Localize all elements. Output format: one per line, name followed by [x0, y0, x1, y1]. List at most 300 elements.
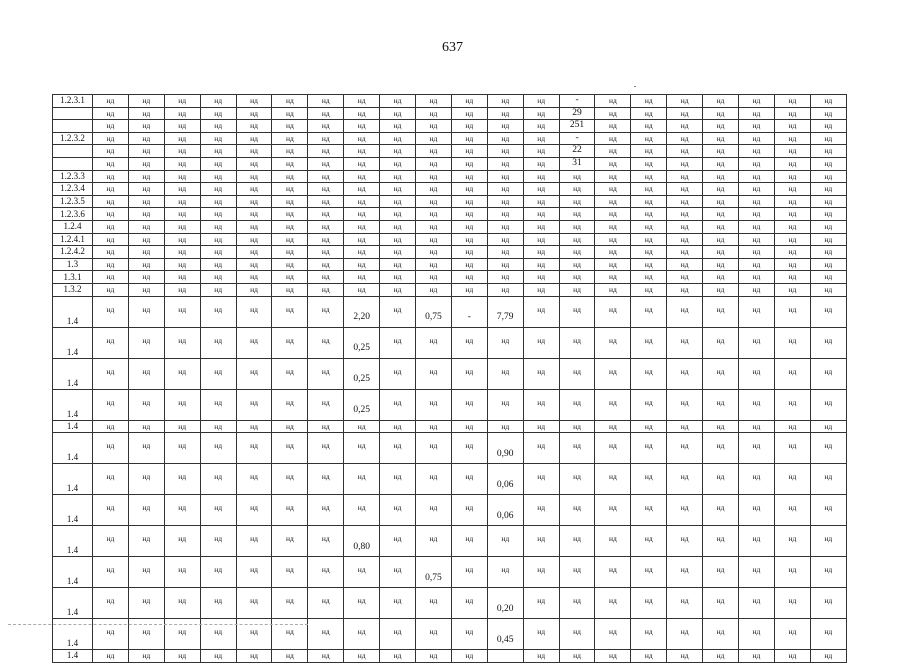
table-cell: нд: [703, 95, 739, 108]
table-cell: нд: [236, 283, 272, 296]
table-cell: нд: [523, 95, 559, 108]
table-cell: нд: [703, 220, 739, 233]
table-cell: нд: [128, 132, 164, 145]
table-cell: нд: [93, 157, 129, 170]
table-cell: нд: [739, 258, 775, 271]
table-row: [53, 107, 847, 120]
table-cell: нд: [380, 283, 416, 296]
table-cell: нд: [559, 258, 595, 271]
page-number: 637: [442, 40, 463, 55]
table-cell: нд: [810, 220, 846, 233]
table-cell: нд: [344, 258, 380, 271]
table-cell: нд: [236, 495, 272, 526]
table-cell: нд: [523, 283, 559, 296]
table-cell: нд: [703, 208, 739, 221]
table-row: [53, 183, 847, 196]
table-cell: нд: [559, 183, 595, 196]
table-cell: нд: [164, 120, 200, 133]
table-cell: нд: [451, 526, 487, 557]
table-row: [53, 246, 847, 259]
table-cell: нд: [164, 464, 200, 495]
table-cell: нд: [416, 183, 452, 196]
table-cell: нд: [451, 358, 487, 389]
table-cell: нд: [810, 283, 846, 296]
table-cell: нд: [164, 495, 200, 526]
table-cell: нд: [272, 358, 308, 389]
table-cell: нд: [703, 157, 739, 170]
table-cell: нд: [344, 433, 380, 464]
table-cell: нд: [164, 420, 200, 433]
table-cell: нд: [631, 420, 667, 433]
table-cell: нд: [308, 208, 344, 221]
table-cell: нд: [272, 220, 308, 233]
table-cell: нд: [308, 271, 344, 284]
table-cell: нд: [774, 183, 810, 196]
table-row: [53, 283, 847, 296]
row-label: 1.4: [53, 650, 93, 663]
row-label: 1.4: [53, 588, 93, 619]
table-cell: нд: [308, 120, 344, 133]
table-cell: нд: [739, 95, 775, 108]
table-cell: нд: [308, 588, 344, 619]
table-cell: -: [451, 296, 487, 327]
table-cell: нд: [236, 358, 272, 389]
table-cell: нд: [810, 495, 846, 526]
table-cell: нд: [164, 95, 200, 108]
table-cell: нд: [667, 389, 703, 420]
table-cell: нд: [128, 246, 164, 259]
table-cell: нд: [344, 195, 380, 208]
table-cell: нд: [416, 220, 452, 233]
table-cell: нд: [308, 258, 344, 271]
table-cell: нд: [774, 650, 810, 663]
table-cell: нд: [128, 358, 164, 389]
table-cell: нд: [523, 420, 559, 433]
table-row: [53, 358, 847, 389]
table-cell: нд: [667, 358, 703, 389]
table-cell: нд: [236, 296, 272, 327]
table-cell: нд: [200, 220, 236, 233]
table-cell: нд: [164, 183, 200, 196]
table-cell: нд: [308, 420, 344, 433]
table-cell: нд: [631, 107, 667, 120]
table-cell: нд: [739, 120, 775, 133]
table-cell: нд: [487, 246, 523, 259]
table-cell: нд: [164, 650, 200, 663]
table-cell: нд: [380, 120, 416, 133]
table-cell: нд: [236, 588, 272, 619]
table-cell: нд: [631, 358, 667, 389]
table-cell: нд: [631, 557, 667, 588]
table-cell: нд: [128, 183, 164, 196]
table-cell: нд: [487, 233, 523, 246]
table-cell: нд: [774, 233, 810, 246]
table-cell: нд: [631, 208, 667, 221]
table-cell: нд: [810, 327, 846, 358]
table-cell: нд: [93, 233, 129, 246]
table-cell: нд: [308, 619, 344, 650]
table-cell: нд: [703, 420, 739, 433]
table-cell: нд: [93, 258, 129, 271]
table-cell: нд: [416, 650, 452, 663]
table-cell: нд: [739, 557, 775, 588]
table-cell: нд: [523, 619, 559, 650]
table-cell: 7,79: [487, 296, 523, 327]
table-cell: нд: [200, 557, 236, 588]
table-cell: нд: [810, 420, 846, 433]
table-cell: нд: [703, 271, 739, 284]
table-cell: нд: [631, 389, 667, 420]
table-cell: нд: [344, 271, 380, 284]
table-cell: нд: [128, 107, 164, 120]
table-cell: нд: [380, 246, 416, 259]
table-cell: нд: [774, 358, 810, 389]
table-cell: нд: [93, 95, 129, 108]
table-cell: нд: [487, 95, 523, 108]
footer-rule: [8, 624, 308, 626]
table-cell: нд: [703, 327, 739, 358]
table-cell: нд: [272, 95, 308, 108]
table-cell: нд: [416, 120, 452, 133]
table-cell: нд: [559, 588, 595, 619]
table-cell: нд: [416, 145, 452, 158]
table-cell: нд: [523, 157, 559, 170]
table-cell: нд: [487, 107, 523, 120]
table-cell: нд: [559, 433, 595, 464]
table-cell: нд: [667, 283, 703, 296]
table-cell: нд: [200, 145, 236, 158]
table-cell: нд: [272, 157, 308, 170]
table-cell: нд: [416, 420, 452, 433]
table-cell: нд: [308, 296, 344, 327]
table-cell: нд: [200, 358, 236, 389]
table-cell: нд: [344, 283, 380, 296]
table-cell: нд: [164, 208, 200, 221]
table-cell: нд: [595, 557, 631, 588]
table-cell: нд: [344, 619, 380, 650]
table-cell: нд: [810, 464, 846, 495]
table-cell: нд: [416, 132, 452, 145]
table-cell: нд: [236, 220, 272, 233]
table-row: [53, 557, 847, 588]
table-cell: нд: [344, 183, 380, 196]
table-cell: нд: [200, 195, 236, 208]
table-cell: нд: [739, 650, 775, 663]
table-cell: нд: [703, 619, 739, 650]
table-cell: нд: [559, 557, 595, 588]
table-cell: нд: [344, 420, 380, 433]
table-cell: нд: [380, 296, 416, 327]
table-cell: нд: [774, 132, 810, 145]
table-cell: нд: [810, 208, 846, 221]
table-cell: нд: [631, 220, 667, 233]
table-cell: нд: [810, 107, 846, 120]
table-cell: нд: [595, 120, 631, 133]
row-label: [53, 120, 93, 133]
table-cell: нд: [272, 195, 308, 208]
table-cell: нд: [416, 246, 452, 259]
table-cell: нд: [128, 526, 164, 557]
table-cell: нд: [380, 208, 416, 221]
table-cell: нд: [128, 157, 164, 170]
table-cell: нд: [559, 619, 595, 650]
table-cell: нд: [272, 145, 308, 158]
table-cell: нд: [272, 120, 308, 133]
table-cell: нд: [595, 283, 631, 296]
table-cell: нд: [200, 495, 236, 526]
table-cell: нд: [595, 157, 631, 170]
table-cell: нд: [272, 557, 308, 588]
table-cell: нд: [559, 327, 595, 358]
table-cell: нд: [523, 107, 559, 120]
table-cell: нд: [200, 132, 236, 145]
table-cell: нд: [236, 107, 272, 120]
table-cell: нд: [595, 327, 631, 358]
table-row: [53, 258, 847, 271]
table-cell: нд: [164, 195, 200, 208]
table-cell: нд: [631, 157, 667, 170]
table-cell: нд: [810, 557, 846, 588]
table-row: [53, 233, 847, 246]
table-cell: нд: [559, 233, 595, 246]
table-cell: нд: [236, 120, 272, 133]
table-row: [53, 296, 847, 327]
table-cell: нд: [200, 420, 236, 433]
table-cell: нд: [128, 220, 164, 233]
table-cell: нд: [595, 358, 631, 389]
table-cell: нд: [416, 195, 452, 208]
table-cell: нд: [308, 145, 344, 158]
table-cell: нд: [380, 495, 416, 526]
table-cell: нд: [523, 358, 559, 389]
table-cell: нд: [774, 120, 810, 133]
table-cell: нд: [595, 145, 631, 158]
table-cell: нд: [128, 208, 164, 221]
table-cell: нд: [93, 389, 129, 420]
table-cell: нд: [667, 170, 703, 183]
table-cell: нд: [774, 619, 810, 650]
table-cell: нд: [523, 557, 559, 588]
table-cell: нд: [774, 246, 810, 259]
table-cell: нд: [236, 195, 272, 208]
table-cell: нд: [236, 389, 272, 420]
table-cell: нд: [344, 495, 380, 526]
table-cell: нд: [416, 233, 452, 246]
table-cell: нд: [416, 389, 452, 420]
row-label: 1.4: [53, 557, 93, 588]
table-cell: нд: [164, 526, 200, 557]
table-cell: нд: [739, 157, 775, 170]
table-cell: нд: [667, 619, 703, 650]
table-cell: нд: [559, 283, 595, 296]
table-cell: нд: [380, 389, 416, 420]
table-cell: нд: [272, 420, 308, 433]
table-cell: 22: [559, 145, 595, 158]
table-cell: нд: [164, 619, 200, 650]
table-cell: нд: [128, 296, 164, 327]
table-cell: нд: [200, 619, 236, 650]
table-cell: нд: [523, 495, 559, 526]
table-cell: нд: [810, 271, 846, 284]
table-cell: нд: [308, 183, 344, 196]
table-cell: нд: [595, 619, 631, 650]
table-cell: нд: [93, 433, 129, 464]
row-label: 1.2.4.2: [53, 246, 93, 259]
table-cell: 0,90: [487, 433, 523, 464]
row-label: 1.3.1: [53, 271, 93, 284]
table-cell: нд: [667, 327, 703, 358]
table-cell: нд: [774, 495, 810, 526]
row-label: 1.4: [53, 358, 93, 389]
table-cell: нд: [236, 327, 272, 358]
table-cell: нд: [164, 246, 200, 259]
table-cell: нд: [451, 283, 487, 296]
table-cell: нд: [128, 619, 164, 650]
table-cell: нд: [272, 389, 308, 420]
table-cell: нд: [128, 170, 164, 183]
table-cell: нд: [451, 233, 487, 246]
table-cell: нд: [595, 420, 631, 433]
table-cell: нд: [236, 132, 272, 145]
table-cell: нд: [272, 208, 308, 221]
table-cell: нд: [559, 464, 595, 495]
table-cell: нд: [344, 246, 380, 259]
table-cell: нд: [631, 95, 667, 108]
table-cell: нд: [380, 132, 416, 145]
table-cell: нд: [739, 495, 775, 526]
table-cell: нд: [739, 195, 775, 208]
table-cell: нд: [774, 208, 810, 221]
table-cell: 0,80: [344, 526, 380, 557]
table-cell: нд: [595, 389, 631, 420]
table-cell: нд: [703, 107, 739, 120]
table-cell: нд: [200, 327, 236, 358]
table-cell: нд: [344, 208, 380, 221]
table-cell: нд: [667, 495, 703, 526]
table-cell: нд: [487, 208, 523, 221]
table-cell: нд: [93, 619, 129, 650]
row-label: 1.2.3.3: [53, 170, 93, 183]
table-cell: нд: [667, 220, 703, 233]
table-cell: нд: [164, 557, 200, 588]
table-cell: нд: [93, 650, 129, 663]
table-cell: нд: [739, 233, 775, 246]
table-cell: нд: [559, 420, 595, 433]
row-label: 1.3: [53, 258, 93, 271]
table-row: [53, 588, 847, 619]
table-cell: нд: [380, 588, 416, 619]
table-cell: нд: [739, 283, 775, 296]
table-cell: нд: [272, 650, 308, 663]
table-cell: 0,45: [487, 619, 523, 650]
table-cell: нд: [739, 132, 775, 145]
table-cell: нд: [559, 220, 595, 233]
table-cell: нд: [703, 557, 739, 588]
table-cell: нд: [451, 650, 487, 663]
table-cell: нд: [739, 208, 775, 221]
table-cell: нд: [595, 107, 631, 120]
table-cell: нд: [523, 433, 559, 464]
table-cell: нд: [631, 588, 667, 619]
data-table: [52, 94, 847, 663]
table-cell: нд: [272, 132, 308, 145]
table-cell: нд: [164, 433, 200, 464]
table-cell: нд: [451, 145, 487, 158]
table-cell: нд: [487, 258, 523, 271]
table-cell: нд: [667, 157, 703, 170]
table-cell: -: [559, 132, 595, 145]
table-cell: нд: [774, 107, 810, 120]
table-cell: нд: [128, 650, 164, 663]
table-cell: нд: [810, 195, 846, 208]
table-cell: нд: [631, 271, 667, 284]
table-cell: нд: [416, 464, 452, 495]
table-cell: нд: [416, 526, 452, 557]
table-cell: нд: [559, 271, 595, 284]
table-cell: нд: [810, 246, 846, 259]
table-cell: нд: [272, 619, 308, 650]
table-cell: нд: [344, 220, 380, 233]
table-cell: нд: [810, 358, 846, 389]
table-cell: нд: [774, 420, 810, 433]
row-label: 1.2.3.2: [53, 132, 93, 145]
table-cell: нд: [236, 246, 272, 259]
table-cell: нд: [344, 233, 380, 246]
table-cell: нд: [451, 420, 487, 433]
table-cell: нд: [236, 619, 272, 650]
table-cell: нд: [523, 145, 559, 158]
table-cell: нд: [703, 195, 739, 208]
table-cell: нд: [667, 557, 703, 588]
table-cell: нд: [416, 258, 452, 271]
table-cell: нд: [523, 233, 559, 246]
table-cell: нд: [416, 327, 452, 358]
table-cell: 251: [559, 120, 595, 133]
table-cell: нд: [523, 246, 559, 259]
table-cell: нд: [128, 464, 164, 495]
table-cell: нд: [631, 233, 667, 246]
table-cell: нд: [344, 464, 380, 495]
table-cell: нд: [128, 588, 164, 619]
table-cell: нд: [739, 464, 775, 495]
table-cell: нд: [93, 526, 129, 557]
table-cell: нд: [164, 271, 200, 284]
table-cell: нд: [200, 233, 236, 246]
table-cell: нд: [774, 464, 810, 495]
table-cell: нд: [236, 271, 272, 284]
table-cell: нд: [739, 170, 775, 183]
table-cell: нд: [93, 208, 129, 221]
table-cell: нд: [416, 170, 452, 183]
table-cell: нд: [308, 650, 344, 663]
table-cell: нд: [200, 464, 236, 495]
table-cell: нд: [93, 107, 129, 120]
table-cell: нд: [308, 233, 344, 246]
table-cell: нд: [93, 588, 129, 619]
table-cell: нд: [774, 145, 810, 158]
table-cell: нд: [559, 246, 595, 259]
table-cell: нд: [308, 389, 344, 420]
table-cell: нд: [667, 208, 703, 221]
table-cell: нд: [451, 495, 487, 526]
table-row: [53, 271, 847, 284]
table-row: [53, 420, 847, 433]
table-cell: нд: [810, 145, 846, 158]
table-row: [53, 464, 847, 495]
table-cell: нд: [380, 258, 416, 271]
table-cell: 0,75: [416, 296, 452, 327]
table-cell: нд: [128, 145, 164, 158]
